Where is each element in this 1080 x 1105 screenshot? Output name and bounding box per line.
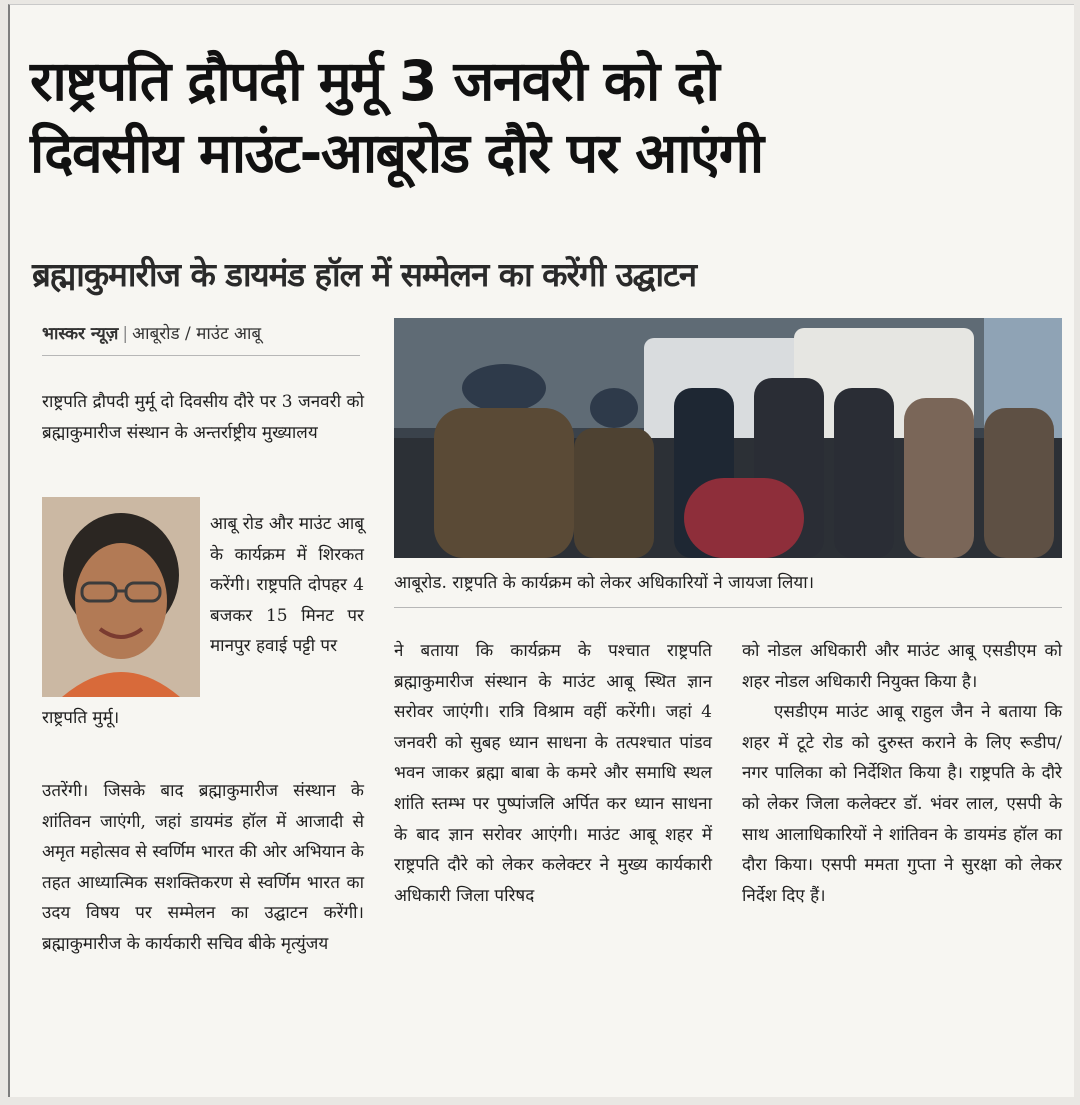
byline-separator: |: [122, 324, 129, 344]
column-1-wrap: [210, 509, 364, 662]
column-1-top: [42, 387, 364, 448]
column-1-wrap-text: आबू रोड और माउंट आबू के कार्यक्रम में शिरकत करेंगी। राष्ट्रपति दोपहर 4 बजकर 15 मिनट पर मानपुर हवाई पट्टी पर: [210, 514, 364, 657]
column-2-text: ने बताया कि कार्यक्रम के पश्चात राष्ट्रपति ब्रह्माकुमारीज संस्थान के माउंट आबू स्थित ज्ञान सरोवर जाएंगी। रात्रि विश्राम वहीं करेंगी। जहां 4 जनवरी को सुबह ध्यान साधना के तत्पश्चात पांडव भवन जाकर ब्रह्मा बाबा के कमरे और समाधि स्थल शांति स्तम्भ पर पुष्पांजलि अर्पित कर ध्यान साधना के बाद ज्ञान सरोवर आएंगी। माउंट आबू शहर में राष्ट्रपति दौरे को लेकर कलेक्टर ने मुख्य कार्यकारी अधिकारी जिला परिषद: [394, 641, 712, 906]
headline-line-1: राष्ट्रपति द्रौपदी मुर्मू 3 जनवरी को दो: [30, 49, 719, 113]
column-1-bottom: [42, 776, 364, 960]
byline-source: भास्कर न्यूज़: [42, 324, 119, 344]
portrait-caption: राष्ट्रपति मुर्मू।: [42, 708, 120, 728]
subheadline: ब्रह्माकुमारीज के डायमंड हॉल में सम्मेलन का करेंगी उद्घाटन: [32, 255, 697, 294]
portrait-image: [42, 497, 200, 697]
column-3-paragraph-2: एसडीएम माउंट आबू राहुल जैन ने बताया कि शहर में टूटे रोड को दुरुस्त कराने के लिए रूडीप/ नगर पालिका को निर्देशित किया है। राष्ट्रपति के दौरे को लेकर जिला कलेक्टर डॉ. भंवर लाल, एसपी के साथ आलाधिकारियों ने शांतिवन के डायमंड हॉल का दौरा किया। एसपी ममता गुप्ता ने सुरक्षा को लेकर निर्देश दिए हैं।: [742, 702, 1062, 906]
column-3: [742, 636, 1062, 911]
photo-caption: आबूरोड. राष्ट्रपति के कार्यक्रम को लेकर अधिकारियों ने जायजा लिया।: [394, 569, 1062, 608]
newspaper-clipping: [8, 4, 1074, 1097]
column-3-paragraph-1: को नोडल अधिकारी और माउंट आबू एसडीएम को शहर नोडल अधिकारी नियुक्त किया है।: [742, 641, 1062, 692]
byline-location: आबूरोड / माउंट आबू: [132, 324, 262, 344]
headline-line-2: दिवसीय माउंट-आबूरोड दौरे पर आएंगी: [30, 121, 763, 185]
byline: [42, 321, 360, 356]
column-1-bottom-text: उतरेंगी। जिसके बाद ब्रह्माकुमारीज संस्थान के शांतिवन जाएंगी, जहां डायमंड हॉल में आजादी से अमृत महोत्सव से स्वर्णिम भारत की ओर अभियान के तहत आध्यात्मिक सशक्तिकरण से स्वर्णिम भारत का उदय विषय पर सम्मेलन का उद्घाटन करेंगी। ब्रह्माकुमारीज के कार्यकारी सचिव बीके मृत्युंजय: [42, 781, 364, 954]
portrait-photo: [42, 497, 200, 697]
headline: [30, 45, 1060, 189]
column-1-top-text: राष्ट्रपति द्रौपदी मुर्मू दो दिवसीय दौरे पर 3 जनवरी को ब्रह्माकुमारीज संस्थान के अन्तर्राष्ट्रीय मुख्यालय: [42, 392, 364, 443]
column-2: [394, 636, 712, 911]
news-photo-image: [394, 318, 1062, 558]
news-photo: [394, 318, 1062, 558]
